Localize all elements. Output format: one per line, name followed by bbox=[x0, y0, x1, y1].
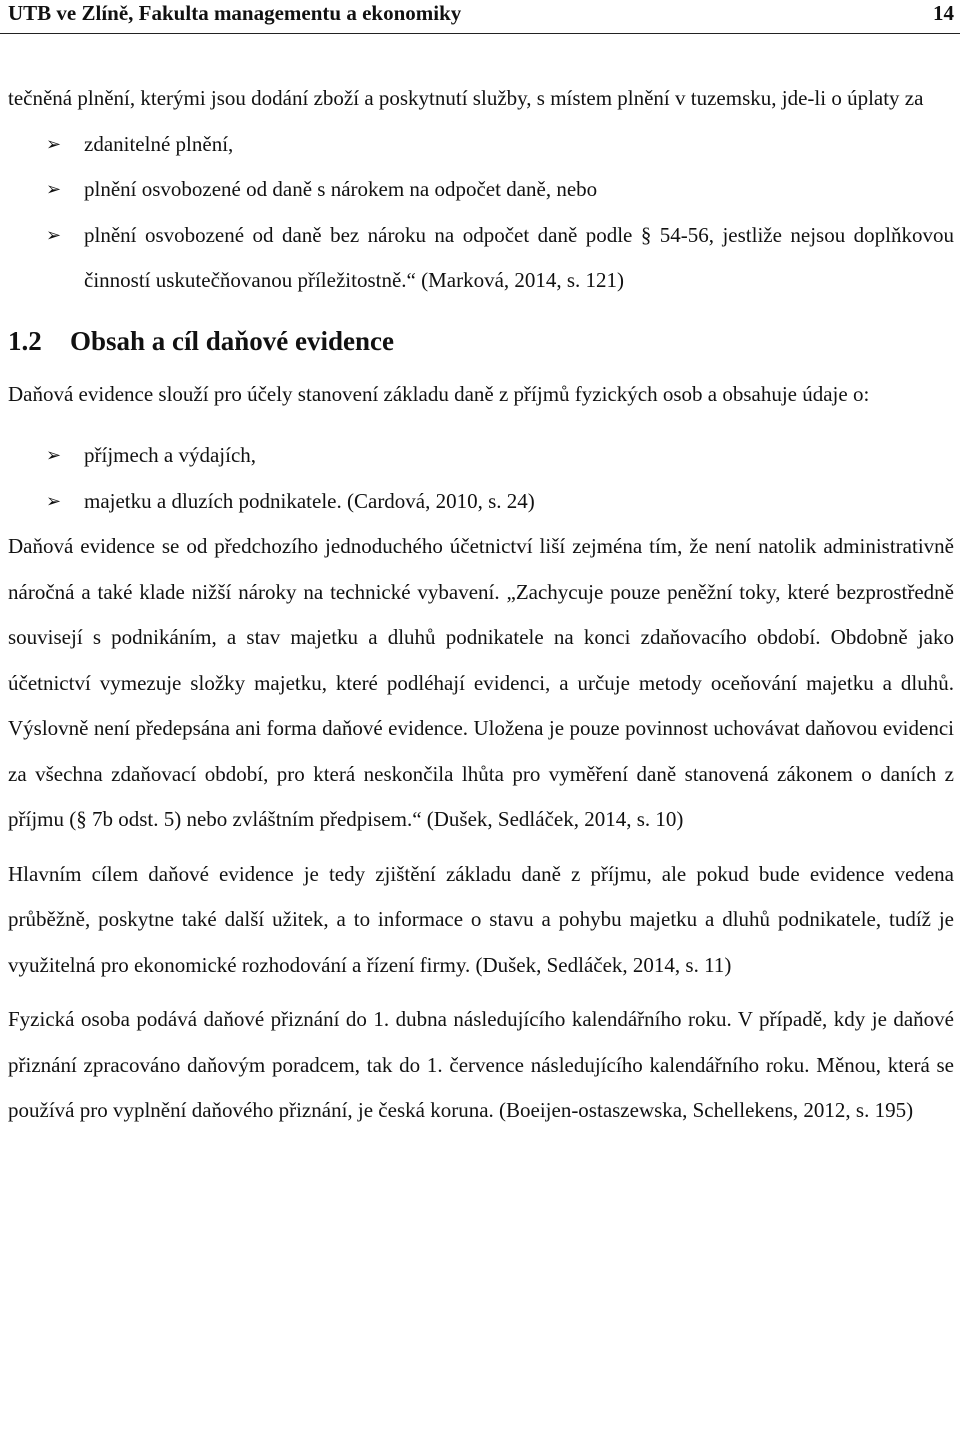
list-item bbox=[8, 167, 954, 213]
section-title: Obsah a cíl daňové evidence bbox=[70, 325, 395, 356]
section-heading bbox=[8, 318, 954, 364]
list-item bbox=[8, 213, 954, 304]
header-rule bbox=[0, 33, 960, 34]
list-item bbox=[8, 479, 954, 525]
page-number: 14 bbox=[933, 1, 954, 25]
intro-paragraph: tečněná plnění, kterými jsou dodání zboží a poskytnutí služby, s místem plnění v tuzemsku, jde-li o úplaty za bbox=[8, 86, 924, 110]
arrow-bullet-icon: ➢ bbox=[46, 445, 62, 466]
list-item bbox=[8, 122, 954, 168]
arrow-bullet-icon: ➢ bbox=[46, 490, 62, 512]
bullet-list-b bbox=[8, 433, 954, 524]
arrow-bullet-icon: ➢ bbox=[46, 133, 62, 155]
list-item-text: plnění osvobozené od daně bez nároku na odpočet daně podle § 54-56, jestliže nejsou doplňkovou činností uskutečňovanou příležitostně.“ (Marková, 2014, s. 121) bbox=[84, 222, 954, 292]
arrow-bullet-icon: ➢ bbox=[46, 179, 62, 200]
list-item-text: plnění osvobozené od daně s nárokem na odpočet daně, nebo bbox=[84, 177, 598, 201]
section-number: 1.2 bbox=[8, 325, 42, 356]
arrow-bullet-icon: ➢ bbox=[46, 224, 62, 246]
list-item-text: zdanitelné plnění, bbox=[84, 131, 234, 156]
running-header bbox=[8, 0, 954, 30]
bullet-list-a bbox=[8, 122, 954, 304]
paragraph: Fyzická osoba podává daňové přiznání do 1. dubna následujícího kalendářního roku. V případě, kdy je daňové přiznání zpracováno daňovým poradcem, tak do 1. července následujícího kalendářního roku. Měnou, která se používá pro vyplnění daňového přiznání, je česká koruna. (Boeijen-ostaszewska, Schellekens, 2012, s. 195) bbox=[8, 1007, 954, 1122]
header-title: UTB ve Zlíně, Fakulta managementu a ekonomiky bbox=[8, 1, 462, 25]
list-item-text: příjmech a výdajích, bbox=[84, 443, 257, 467]
list-item bbox=[8, 433, 954, 479]
paragraph: Hlavním cílem daňové evidence je tedy zjištění základu daně z příjmu, ale pokud bude evidence vedena průběžně, poskytne také další užitek, a to informace o stavu a pohybu majetku a dluhů podnikatele, tudíž je využitelná pro ekonomické rozhodování a řízení firmy. (Dušek, Sedláček, 2014, s. 11) bbox=[8, 861, 954, 977]
document-body bbox=[8, 76, 954, 1134]
paragraph: Daňová evidence slouží pro účely stanovení základu daně z příjmů fyzických osob a obsahuje údaje o: bbox=[8, 381, 870, 406]
paragraph: Daňová evidence se od předchozího jednoduchého účetnictví liší zejména tím, že není natolik administrativně náročná a také klade nižší nároky na technické vybavení. „Zachycuje pouze peněžní toky, které bezprostředně souvisejí s podnikáním, a stav majetku a dluhů podnikatele na konci zdaňovacího období. Obdobně jako účetnictví vymezuje složky majetku, které podléhají evidenci, a určuje metody oceňování majetku a dluhů. Výslovně není předepsána ani forma daňové evidence. Uložena je pouze povinnost uchovávat daňovou evidenci za všechna zdaňovací období, pro která neskončila lhůta pro vyměření daně stanovená zákonem o daních z příjmu (§ 7b odst. 5) nebo zvláštním předpisem.“ (Dušek, Sedláček, 2014, s. 10) bbox=[8, 534, 954, 831]
list-item-text: majetku a dluzích podnikatele. (Cardová, 2010, s. 24) bbox=[84, 488, 535, 513]
